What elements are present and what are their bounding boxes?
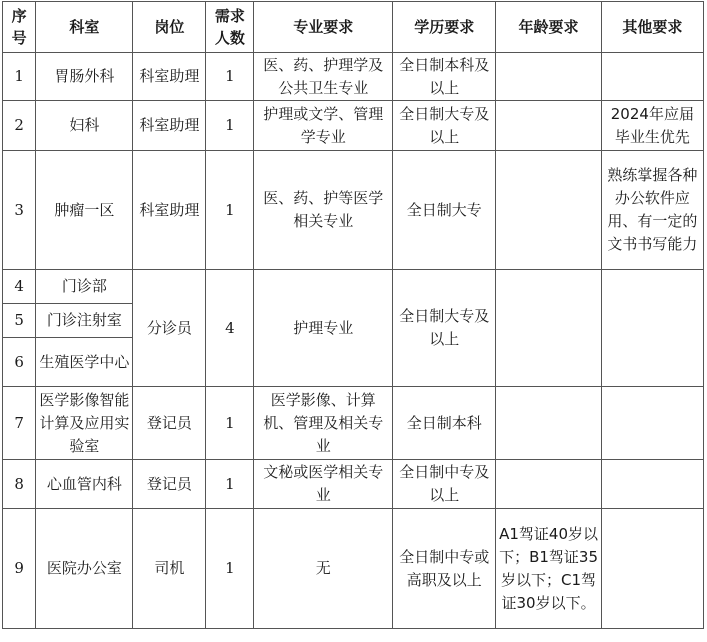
row-no: 1 — [3, 53, 36, 101]
row-education: 全日制中专或高职及以上 — [393, 509, 496, 629]
row-no: 3 — [3, 151, 36, 270]
row-other — [601, 460, 703, 509]
header-no: 序号 — [3, 2, 36, 53]
row-no: 9 — [3, 509, 36, 629]
row-dept: 门诊注射室 — [36, 304, 133, 338]
row-dept: 心血管内科 — [36, 460, 133, 509]
row-major: 文秘或医学相关专业 — [254, 460, 393, 509]
group-other — [601, 270, 703, 387]
row-count: 1 — [206, 101, 254, 151]
row-education: 全日制中专及以上 — [393, 460, 496, 509]
row-other — [601, 509, 703, 629]
row-age — [496, 53, 601, 101]
row-other — [601, 53, 703, 101]
row-other: 熟练掌握各种办公软件应用、有一定的文书书写能力 — [601, 151, 703, 270]
row-count: 1 — [206, 460, 254, 509]
row-no: 7 — [3, 387, 36, 460]
row-position: 登记员 — [133, 387, 206, 460]
header-other: 其他要求 — [601, 2, 703, 53]
table-row — [3, 509, 704, 629]
header-major: 专业要求 — [254, 2, 393, 53]
row-education: 全日制本科 — [393, 387, 496, 460]
group-major: 护理专业 — [254, 270, 393, 387]
row-no: 6 — [3, 338, 36, 387]
row-major: 医学影像、计算机、管理及相关专业 — [254, 387, 393, 460]
row-other — [601, 387, 703, 460]
table-row — [3, 101, 704, 151]
row-no: 4 — [3, 270, 36, 304]
header-position: 岗位 — [133, 2, 206, 53]
row-age — [496, 387, 601, 460]
row-major: 医、药、护理学及公共卫生专业 — [254, 53, 393, 101]
group-count: 4 — [206, 270, 254, 387]
row-dept: 生殖医学中心 — [36, 338, 133, 387]
group-age — [496, 270, 601, 387]
table-row — [3, 151, 704, 270]
row-position: 科室助理 — [133, 151, 206, 270]
row-education: 全日制大专 — [393, 151, 496, 270]
row-education: 全日制本科及以上 — [393, 53, 496, 101]
table-row — [3, 387, 704, 460]
header-row — [3, 2, 704, 53]
row-position: 司机 — [133, 509, 206, 629]
row-position: 科室助理 — [133, 53, 206, 101]
recruitment-table — [2, 1, 704, 629]
row-dept: 门诊部 — [36, 270, 133, 304]
row-major: 无 — [254, 509, 393, 629]
row-count: 1 — [206, 53, 254, 101]
row-major: 护理或文学、管理学专业 — [254, 101, 393, 151]
table-row — [3, 53, 704, 101]
row-age — [496, 151, 601, 270]
row-age — [496, 460, 601, 509]
row-education: 全日制大专及以上 — [393, 101, 496, 151]
row-other: 2024年应届毕业生优先 — [601, 101, 703, 151]
row-position: 登记员 — [133, 460, 206, 509]
row-dept: 胃肠外科 — [36, 53, 133, 101]
row-dept: 医学影像智能计算及应用实验室 — [36, 387, 133, 460]
row-no: 2 — [3, 101, 36, 151]
row-no: 5 — [3, 304, 36, 338]
row-no: 8 — [3, 460, 36, 509]
row-dept: 医院办公室 — [36, 509, 133, 629]
row-count: 1 — [206, 387, 254, 460]
row-count: 1 — [206, 151, 254, 270]
table-row — [3, 460, 704, 509]
header-age: 年龄要求 — [496, 2, 601, 53]
header-count: 需求人数 — [206, 2, 254, 53]
row-dept: 肿瘤一区 — [36, 151, 133, 270]
row-count: 1 — [206, 509, 254, 629]
row-age — [496, 101, 601, 151]
table-row — [3, 270, 704, 304]
group-position: 分诊员 — [133, 270, 206, 387]
row-dept: 妇科 — [36, 101, 133, 151]
row-position: 科室助理 — [133, 101, 206, 151]
row-age: A1驾证40岁以下；B1驾证35岁以下；C1驾证30岁以下。 — [496, 509, 601, 629]
header-education: 学历要求 — [393, 2, 496, 53]
header-dept: 科室 — [36, 2, 133, 53]
row-major: 医、药、护等医学相关专业 — [254, 151, 393, 270]
group-education: 全日制大专及以上 — [393, 270, 496, 387]
